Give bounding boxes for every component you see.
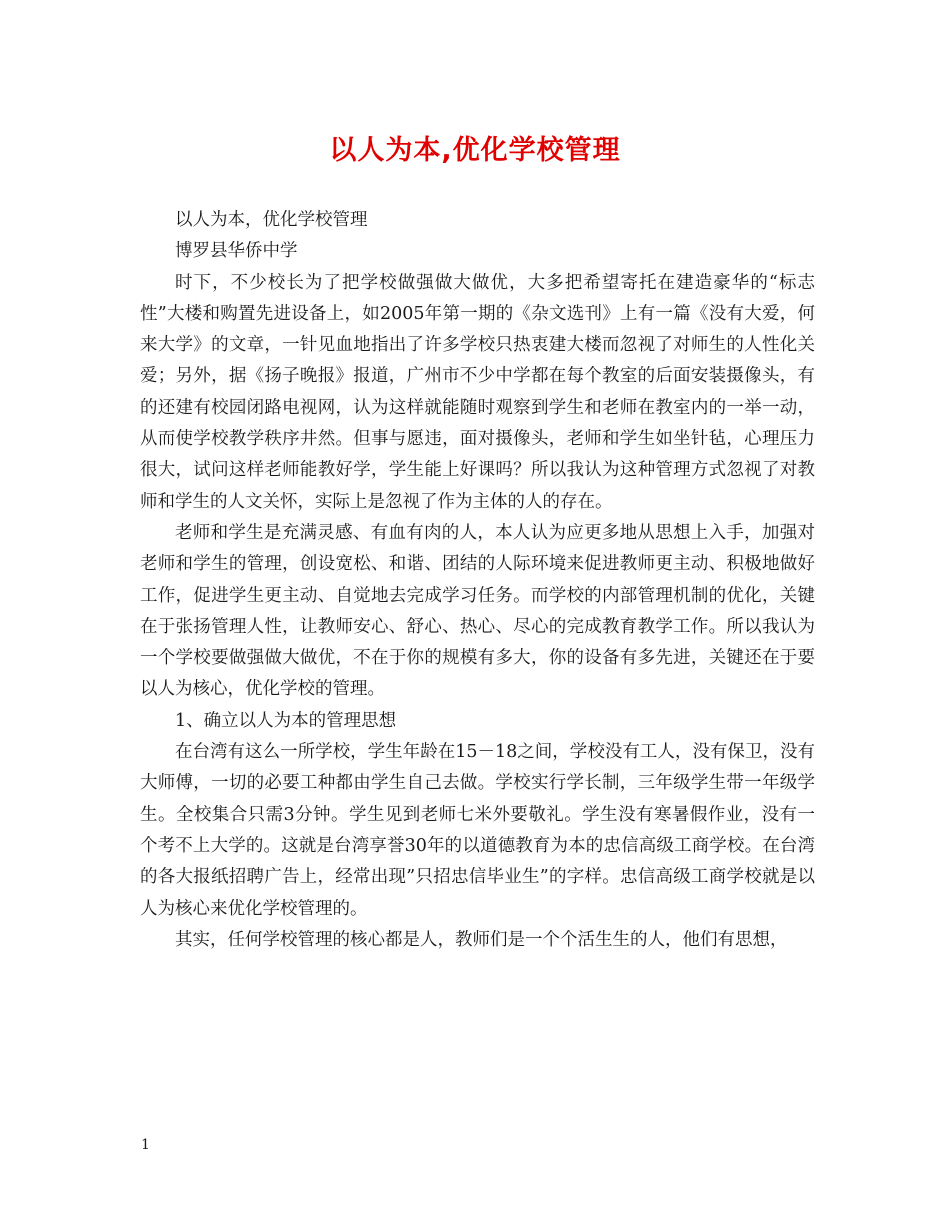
page-number: 1 <box>141 1137 150 1153</box>
body-paragraph: 其实，任何学校管理的核心都是人，教师们是一个个活生生的人，他们有思想， <box>175 929 788 950</box>
document-title: 以人为本,优化学校管理 <box>329 135 621 166</box>
subtitle-paragraph: 以人为本，优化学校管理 <box>175 210 368 230</box>
body-paragraph: 老师和学生是充满灵感、有血有肉的人，本人认为应更多地从思想上入手，加强对老师和学生的管理，创设宽松、和谐、团结的人际环境来促进教师更主动、积极地做好工作，促进学生更主动、自觉地去完成学习任务。而学校的内部管理机制的优化，关键在于张扬管理人性，让教师安心、舒心、热心、尽心的完成教育教学工作。所以我认为一个学校要做强做大做优，不在于你的规模有多大，你的设备有多先进，关键还在于要以人为核心，优化学校的管理。 <box>140 522 815 700</box>
author-paragraph: 博罗县华侨中学 <box>175 241 298 262</box>
body-paragraph: 在台湾有这么一所学校，学生年龄在15－18之间，学校没有工人，没有保卫，没有大师傅，一切的必要工种都由学生自己去做。学校实行学长制，三年级学生带一年级学生。全校集合只需3分钟。学生见到老师七米外要敬礼。学生没有寒暑假作业，没有一个考不上大学的。这就是台湾享誉30年的以道德教育为本的忠信高级工商学校。在台湾的各大报纸招聘广告上，经常出现”只招忠信毕业生”的字样。忠信高级工商学校就是以人为核心来优化学校管理的。 <box>140 742 815 919</box>
section-heading: 1、确立以人为本的管理思想 <box>175 710 397 731</box>
document-body <box>140 205 815 956</box>
body-paragraph: 时下，不少校长为了把学校做强做大做优，大多把希望寄托在建造豪华的“标志性”大楼和购置先进设备上，如2005年第一期的《杂文选刊》上有一篇《没有大爱，何来大学》的文章，一针见血地指出了许多学校只热衷建大楼而忽视了对师生的人性化关爱；另外，据《扬子晚报》报道，广州市不少中学都在每个教室的后面安装摄像头，有的还建有校园闭路电视网，认为这样就能随时观察到学生和老师在教室内的一举一动，从而使学校教学秩序井然。但事与愿违，面对摄像头，老师和学生如坐针毡，心理压力很大，试问这样老师能教好学，学生能上好课吗？所以我认为这种管理方式忽视了对教师和学生的人文关怀，实际上是忽视了作为主体的人的存在。 <box>140 272 815 512</box>
